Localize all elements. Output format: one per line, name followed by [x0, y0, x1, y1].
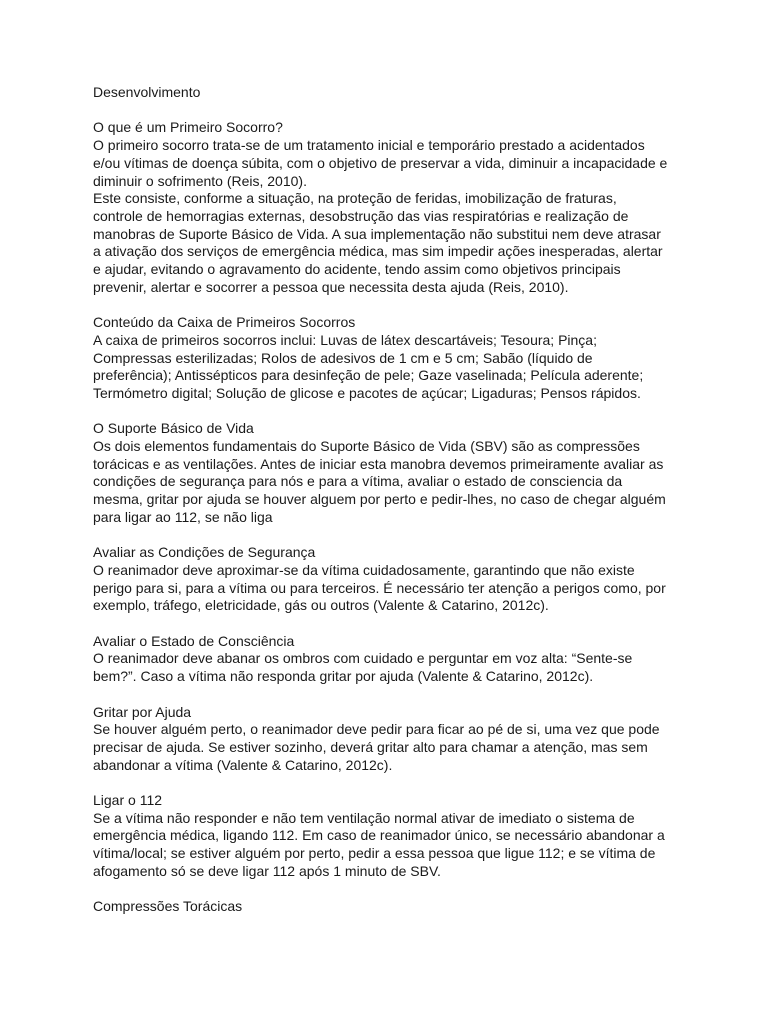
paragraph-line: Se houver alguém perto, o reanimador deve pedir para ficar ao pé de si, uma vez que pode	[93, 721, 660, 738]
paragraph-line: Se a vítima não responder e não tem ventilação normal ativar de imediato o sistema de	[93, 809, 635, 826]
section-suporte-basico-vida	[93, 420, 683, 526]
paragraph-line: vítima/local; se estiver alguém por perto, pedir a essa pessoa que ligue 112; e se vítima de	[93, 845, 656, 862]
section-heading: Ligar o 112	[93, 792, 163, 809]
paragraph-line: torácicas e as ventilações. Antes de iniciar esta manobra devemos primeiramente avaliar as	[93, 455, 664, 472]
paragraph-line: Termómetro digital; Solução de glicose e pacotes de açúcar; Ligaduras; Pensos rápidos.	[93, 384, 641, 401]
paragraph-line: abandonar a vítima (Valente & Catarino, 2012c).	[93, 756, 393, 773]
paragraph-line: mesma, gritar por ajuda se houver alguem por perto e pedir-lhes, no caso de chegar alguém	[93, 491, 666, 508]
section-heading: Avaliar as Condições de Segurança	[93, 544, 316, 561]
document-title: Desenvolvimento	[93, 84, 201, 100]
paragraph-line: condições de segurança para nós e para a vítima, avaliar o estado de consciencia da	[93, 473, 623, 490]
paragraph-line: diminuir o sofrimento (Reis, 2010).	[93, 172, 307, 189]
paragraph-line: Este consiste, conforme a situação, na proteção de feridas, imobilização de fraturas,	[93, 190, 617, 207]
paragraph-line: e/ou vítimas de doença súbita, com o objetivo de preservar a vida, diminuir a incapacidade e	[93, 154, 668, 171]
section-estado-consciencia	[93, 633, 683, 686]
paragraph-line: O reanimador deve aproximar-se da vítima cuidadosamente, garantindo que não existe	[93, 561, 635, 578]
section-ligar-112	[93, 792, 683, 881]
paragraph-line: bem?”. Caso a vítima não responda gritar por ajuda (Valente & Catarino, 2012c).	[93, 668, 594, 685]
paragraph-line: e ajudar, evitando o agravamento do acidente, tendo assim como objetivos principais	[93, 261, 621, 278]
paragraph-line: perigo para si, para a vítima ou para terceiros. É necessário ter atenção a perigos como, por	[93, 579, 666, 596]
section-gritar-ajuda	[93, 704, 683, 775]
paragraph-line: Os dois elementos fundamentais do Suporte Básico de Vida (SBV) são as compressões	[93, 438, 640, 455]
paragraph-line: para ligar ao 112, se não liga	[93, 508, 273, 525]
section-heading: O que é um Primeiro Socorro?	[93, 119, 283, 136]
section-heading: Conteúdo da Caixa de Primeiros Socorros	[93, 314, 356, 331]
paragraph-line: emergência médica, ligando 112. Em caso de reanimador único, se necessário abandonar a	[93, 827, 665, 844]
paragraph-line: Compressas esterilizadas; Rolos de adesivos de 1 cm e 5 cm; Sabão (líquido de	[93, 349, 593, 366]
document-title-block	[93, 84, 683, 102]
section-heading: Gritar por Ajuda	[93, 703, 192, 720]
paragraph-line: A caixa de primeiros socorros inclui: Luvas de látex descartáveis; Tesoura; Pinça;	[93, 331, 597, 348]
paragraph-line: controle de hemorragias externas, desobstrução das vias respiratórias e realização de	[93, 207, 629, 224]
paragraph-line: O primeiro socorro trata-se de um tratamento inicial e temporário prestado a acidentados	[93, 137, 645, 154]
section-caixa-primeiros-socorros	[93, 314, 683, 403]
section-primeiro-socorro	[93, 119, 683, 296]
paragraph-line: exemplo, tráfego, eletricidade, gás ou outros (Valente & Catarino, 2012c).	[93, 597, 549, 614]
section-heading: Avaliar o Estado de Consciência	[93, 632, 295, 649]
document-page	[93, 84, 683, 934]
paragraph-line: precisar de ajuda. Se estiver sozinho, deverá gritar alto para chamar a atenção, mas sem	[93, 738, 648, 755]
paragraph-line: a ativação dos serviços de emergência médica, mas sim impedir ações inesperadas, alertar	[93, 243, 663, 260]
section-condicoes-seguranca	[93, 544, 683, 615]
section-heading: Compressões Torácicas	[93, 898, 243, 915]
section-heading: O Suporte Básico de Vida	[93, 420, 254, 437]
paragraph-line: prevenir, alertar e socorrer a pessoa que necessita desta ajuda (Reis, 2010).	[93, 278, 569, 295]
paragraph-line: manobras de Suporte Básico de Vida. A sua implementação não substitui nem deve atrasar	[93, 225, 661, 242]
paragraph-line: afogamento só se deve ligar 112 após 1 minuto de SBV.	[93, 862, 441, 879]
paragraph-line: preferência); Antissépticos para desinfeção de pele; Gaze vaselinada; Película aderente;	[93, 367, 644, 384]
paragraph-line: O reanimador deve abanar os ombros com cuidado e perguntar em voz alta: “Sente-se	[93, 650, 633, 667]
section-compressoes-toracicas	[93, 898, 683, 916]
